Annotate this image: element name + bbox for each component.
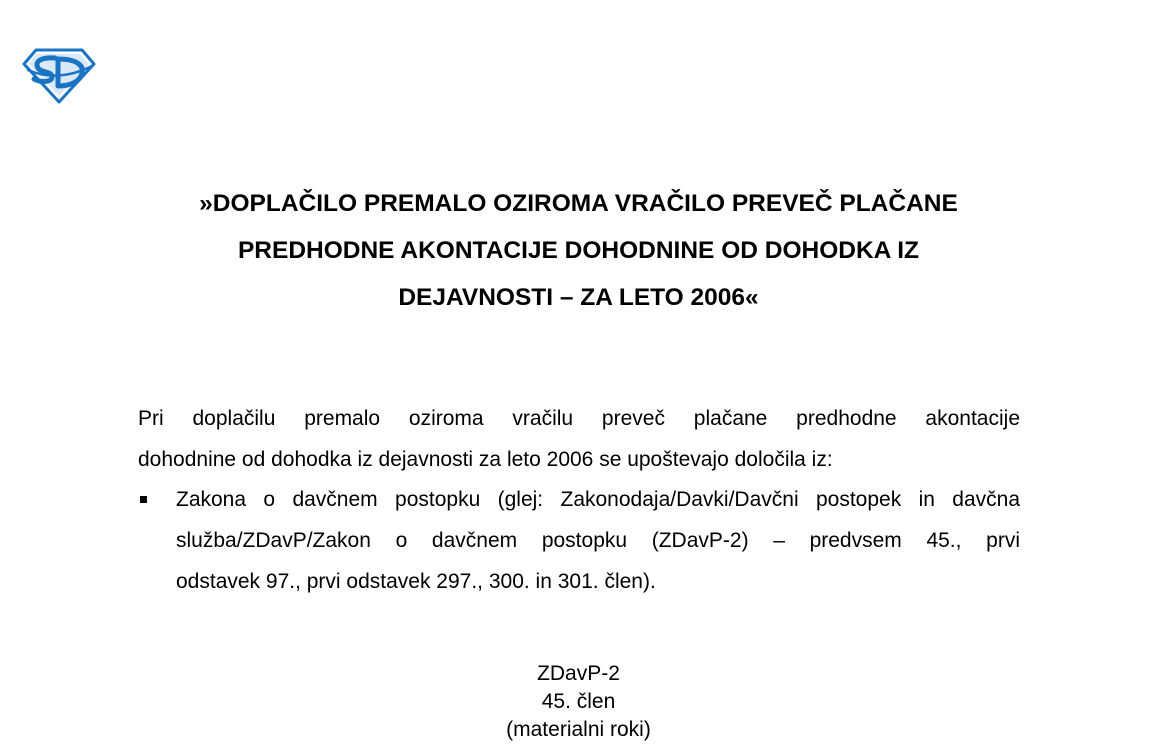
list-item bbox=[138, 479, 1020, 602]
list-item-line: služba/ZDavP/Zakon o davčnem postopku (ZDavP-2) – predvsem 45., prvi bbox=[176, 529, 1020, 552]
square-bullet-icon bbox=[140, 496, 147, 503]
intro-paragraph bbox=[138, 398, 1020, 480]
article-heading bbox=[380, 660, 777, 744]
shield-logo-icon bbox=[22, 48, 96, 104]
article-number: 45. člen bbox=[541, 690, 616, 713]
document-title bbox=[100, 180, 1057, 321]
intro-line: Pri doplačilu premalo oziroma vračilu preveč plačane predhodne akontacije bbox=[138, 407, 1020, 430]
intro-line: dohodnine od dohodka iz dejavnosti za leto 2006 se upoštevajo določila iz: bbox=[138, 448, 833, 471]
list-item-line: Zakona o davčnem postopku (glej: Zakonodaja/Davki/Davčni postopek in davčna bbox=[176, 488, 1020, 511]
title-line: PREDHODNE AKONTACIJE DOHODNINE OD DOHODKA IZ bbox=[237, 237, 920, 264]
list-item-line: odstavek 97., prvi odstavek 297., 300. in 301. člen). bbox=[176, 570, 656, 593]
title-line: »DOPLAČILO PREMALO OZIROMA VRAČILO PREVEČ PLAČANE bbox=[199, 190, 958, 217]
article-subtitle: (materialni roki) bbox=[506, 718, 651, 741]
logo bbox=[22, 48, 96, 104]
reference-list bbox=[138, 479, 1020, 602]
article-law: ZDavP-2 bbox=[537, 662, 620, 685]
title-line: DEJAVNOSTI – ZA LETO 2006« bbox=[398, 284, 759, 311]
